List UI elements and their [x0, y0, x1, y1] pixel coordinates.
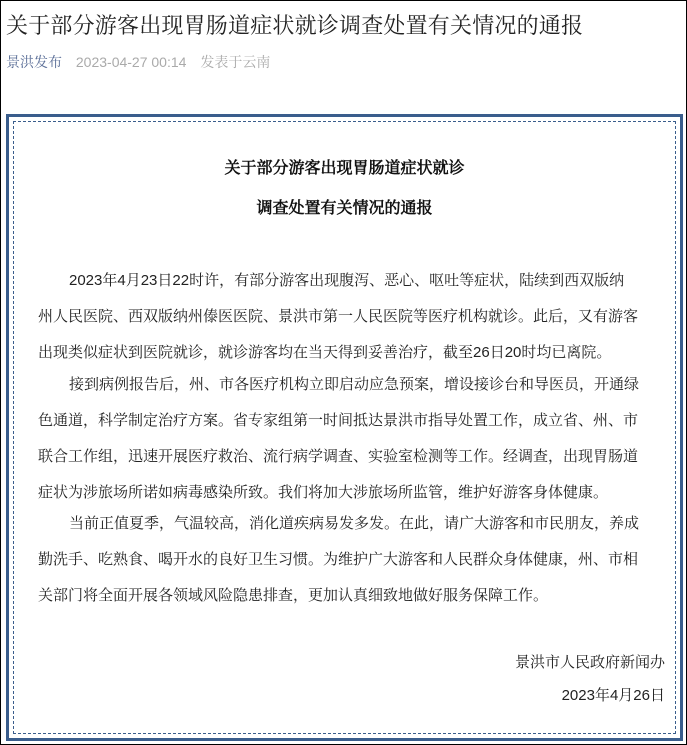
paragraph-line: 联合工作组，迅速开展医疗救治、流行病学调查、实验室检测等工作。经调查，出现胃肠道	[38, 448, 639, 465]
publish-location: 发表于云南	[200, 54, 271, 70]
notice-frame	[6, 114, 683, 741]
signature-issuer: 景洪市人民政府新闻办	[514, 654, 665, 671]
paragraph-line: 出现类似症状到医院就诊，就诊游客均在当天得到妥善治疗，截至26日20时均已离院。	[38, 344, 612, 361]
paragraph-1	[38, 263, 668, 371]
notice-body	[13, 121, 676, 734]
notice-heading-line-1: 关于部分游客出现胃肠道症状就诊	[224, 160, 465, 177]
paragraph-3	[38, 506, 668, 614]
signature-date: 2023年4月26日	[561, 687, 665, 704]
article-meta	[6, 52, 270, 72]
notice-heading-line-2: 调查处置有关情况的通报	[256, 200, 433, 217]
paragraph-line: 州人民医院、西双版纳州傣医医院、景洪市第一人民医院等医疗机构就诊。此后，又有游客	[38, 308, 639, 325]
article-title: 关于部分游客出现胃肠道症状就诊调查处置有关情况的通报	[6, 13, 584, 38]
paragraph-line: 勤洗手、吃熟食、喝开水的良好卫生习惯。为维护广大游客和人民群众身体健康，州、市相	[38, 551, 639, 568]
paragraph-line: 症状为涉旅场所诺如病毒感染所致。我们将加大涉旅场所监管，维护好游客身体健康。	[38, 484, 609, 501]
publish-date: 2023-04-27 00:14	[75, 54, 187, 70]
source-link[interactable]: 景洪发布	[6, 54, 62, 70]
paragraph-line: 当前正值夏季，气温较高，消化道疾病易发多发。在此，请广大游客和市民朋友，养成	[69, 515, 640, 532]
paragraph-line: 2023年4月23日22时许，有部分游客出现腹泻、恶心、呕吐等症状，陆续到西双版纳	[69, 272, 625, 289]
paragraph-2	[38, 367, 668, 511]
paragraph-line: 接到病例报告后，州、市各医疗机构立即启动应急预案，增设接诊台和导医员，开通绿	[69, 376, 640, 393]
paragraph-line: 色通道，科学制定治疗方案。省专家组第一时间抵达景洪市指导处置工作，成立省、州、市	[38, 412, 639, 429]
paragraph-line: 关部门将全面开展各领域风险隐患排查，更加认真细致地做好服务保障工作。	[38, 587, 549, 604]
